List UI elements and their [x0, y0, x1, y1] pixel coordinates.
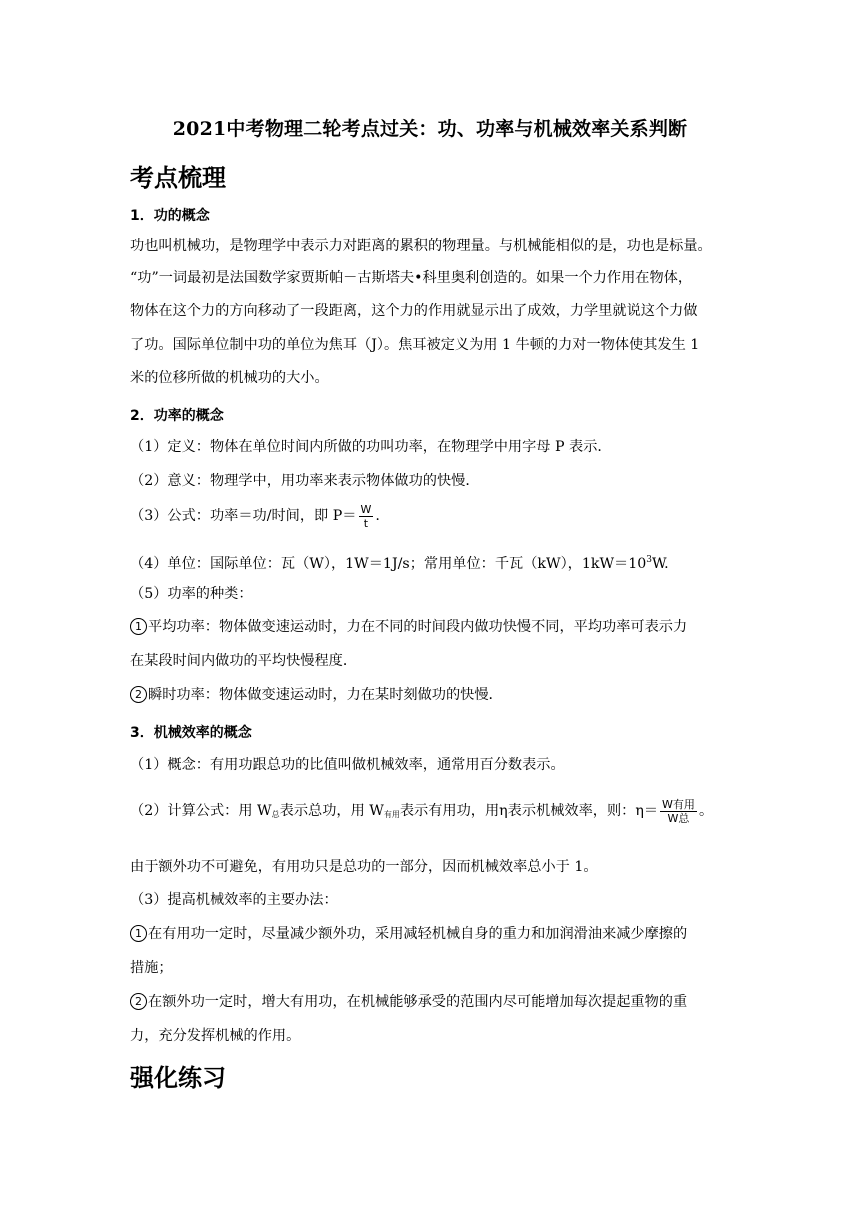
efficiency-note: 由于额外功不可避免，有用功只是总功的一部分，因而机械效率总小于 1。: [130, 859, 598, 875]
average-power-cont: 在某段时间内做功的平均快慢程度．: [130, 653, 358, 669]
heading-efficiency-concept: 3．机械效率的概念: [130, 725, 252, 741]
instant-power-text: 瞬时功率：物体做变速运动时，力在某时刻做功的快慢．: [148, 687, 503, 703]
fraction-numerator: W有用: [662, 797, 695, 811]
power-meaning: （2）意义：物理学中，用功率来表示物体做功的快慢．: [130, 473, 480, 489]
circled-number-2: 2: [130, 686, 147, 703]
formula-text-b: 表示总功，用 W: [279, 803, 384, 819]
circled-number-1: 1: [130, 925, 147, 942]
paragraph-line: “功”一词最初是法国数学家贾斯帕－古斯塔夫•科里奥利创造的。如果一个力作用在物体，: [130, 270, 693, 286]
efficiency-methods: （3）提高机械效率的主要办法：: [130, 892, 338, 908]
paragraph-line: 了功。国际单位制中功的单位为焦耳（J）。焦耳被定义为用 1 牛顿的力对一物体使其发生 1: [130, 337, 700, 353]
paragraph-line: 物体在这个力的方向移动了一段距离，这个力的作用就显示出了成效，力学里就说这个力做: [130, 303, 698, 319]
average-power-text: 平均功率：物体做变速运动时，力在不同的时间段内做功快慢不同，平均功率可表示力: [148, 619, 688, 635]
fraction-denominator: t: [363, 516, 369, 530]
circled-number-2: 2: [130, 993, 147, 1010]
fraction-denominator: W总: [667, 811, 690, 825]
efficiency-formula: [130, 797, 730, 829]
power-definition: （1）定义：物体在单位时间内所做的功叫功率，在物理学中用字母 P 表示．: [130, 439, 612, 455]
section-heading-practice: 强化练习: [130, 1064, 226, 1092]
subscript-total: 总: [271, 810, 280, 819]
subscript-useful: 有用: [383, 810, 400, 819]
paragraph-line: 米的位移所做的机械功的大小。: [130, 370, 329, 386]
units-end: W.: [652, 556, 669, 572]
method-1-cont: 措施；: [130, 960, 173, 976]
formula-text-a: （2）计算公式：用 W: [130, 803, 272, 819]
formula-text: （3）公式：功率＝功/时间，即 P＝: [130, 508, 357, 524]
method-1-line: [130, 920, 730, 948]
efficiency-concept: （1）概念：有用功跟总功的比值叫做机械效率，通常用百分数表示。: [130, 757, 565, 773]
heading-power-concept: 2．功率的概念: [130, 408, 224, 424]
formula-end: 。: [698, 803, 714, 819]
heading-work-concept: 1．功的概念: [130, 208, 210, 224]
fraction-efficiency: [660, 798, 697, 825]
method-2-text: 在额外功一定时，增大有用功，在机械能够承受的范围内尽可能增加每次提起重物的重: [148, 994, 688, 1010]
paragraph-line: 功也叫机械功，是物理学中表示力对距离的累积的物理量。与机械能相似的是，功也是标量。: [130, 238, 712, 254]
power-units: [130, 546, 730, 578]
document-title: 2021中考物理二轮考点过关：功、功率与机械效率关系判断: [172, 118, 688, 140]
power-types: （5）功率的种类：: [130, 586, 253, 602]
formula-text-c: 表示有用功，用η表示机械效率，则：η＝: [399, 803, 659, 819]
formula-end: .: [375, 508, 380, 524]
power-formula: [130, 502, 730, 530]
method-1-text: 在有用功一定时，尽量减少额外功，采用减轻机械自身的重力和加润滑油来减少摩擦的: [148, 926, 688, 942]
units-text: （4）单位：国际单位：瓦（W），1W＝1J/s；常用单位：千瓦（kW），1kW＝10: [130, 556, 647, 572]
exponent: 3: [646, 555, 653, 565]
section-heading-review: 考点梳理: [130, 164, 226, 192]
circled-number-1: 1: [130, 618, 147, 635]
method-2-cont: 力，充分发挥机械的作用。: [130, 1028, 301, 1044]
instant-power-line: [130, 681, 730, 709]
method-2-line: [130, 988, 730, 1016]
fraction-w-over-t: [359, 503, 374, 530]
average-power-line: [130, 613, 730, 641]
fraction-numerator: W: [360, 502, 372, 516]
